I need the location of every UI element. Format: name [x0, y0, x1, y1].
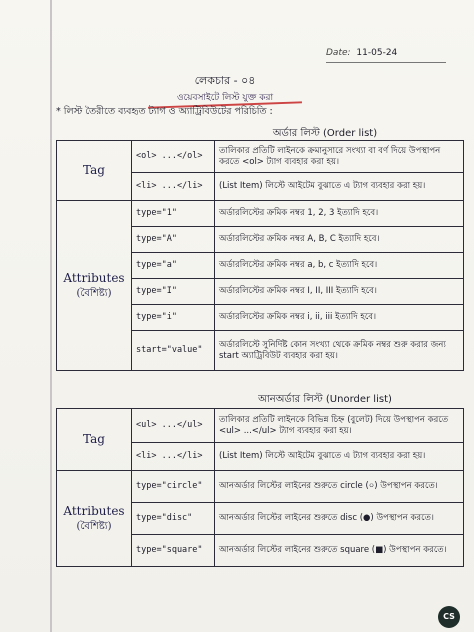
tag-description: তালিকার প্রতিটি লাইনকে ক্রমানুসারে সংখ্যা বা বর্ণ দিয়ে উপস্থাপন করতে <ol> ট্যাগ ব্যবহার করা হয়।	[215, 141, 464, 173]
unordered-list-table	[56, 408, 464, 567]
attributes-sublabel: (বৈশিষ্ট্য)	[76, 287, 112, 299]
tag-code: <ol> ...</ol>	[132, 141, 215, 173]
camscanner-badge: CS	[438, 606, 460, 628]
tag-code: <li> ...</li>	[132, 443, 215, 471]
ordered-list-title: অর্ডার লিস্ট (Order list)	[272, 128, 378, 139]
attribute-code: type="a"	[132, 253, 215, 279]
date-value: 11-05-24	[356, 48, 398, 58]
tag-description: তালিকার প্রতিটি লাইনকে বিভিন্ন চিহ্ন (বুলেট) দিয়ে উপস্থাপন করতে <ul> ...</ul> ট্যাগ ব্যবহার করা হয়।	[215, 409, 464, 443]
table-row	[57, 141, 464, 173]
attribute-code: type="A"	[132, 227, 215, 253]
attributes-label: Attributes	[63, 503, 125, 518]
tag-group-label: Tag	[57, 409, 132, 471]
attribute-code: type="circle"	[132, 471, 215, 503]
tag-description: (List Item) লিস্টে আইটেম বুঝাতে এ ট্যাগ ব্যবহার করা হয়।	[215, 173, 464, 201]
unordered-list-title: আনঅর্ডার লিস্ট (Unorder list)	[258, 394, 392, 405]
attribute-description: অর্ডারলিস্টের ক্রমিক নম্বর I, II, III ইত্যাদি হবে।	[215, 279, 464, 305]
intro-line: * লিস্ট তৈরীতে ব্যবহৃত ট্যাগ ও অ্যাট্রিবিউটের পরিচিতি :	[56, 106, 273, 117]
attribute-description: আনঅর্ডার লিস্টের লাইনের শুরুতে circle (০) উপস্থাপন করতে।	[215, 471, 464, 503]
attribute-code: type="i"	[132, 305, 215, 331]
attribute-code: type="1"	[132, 201, 215, 227]
attribute-description: অর্ডারলিস্টের ক্রমিক নম্বর i, ii, iii ইত্যাদি হবে।	[215, 305, 464, 331]
lecture-title: লেকচার - ০৪	[194, 74, 256, 87]
table-row	[57, 471, 464, 503]
attribute-code: type="I"	[132, 279, 215, 305]
attribute-code: type="disc"	[132, 503, 215, 535]
tag-code: <ul> ...</ul>	[132, 409, 215, 443]
table-row	[57, 201, 464, 227]
attributes-sublabel: (বৈশিষ্ট্য)	[76, 520, 112, 532]
date-label: Date:	[326, 48, 351, 58]
attribute-description: আনঅর্ডার লিস্টের লাইনের শুরুতে disc (●) উপস্থাপন করতে।	[215, 503, 464, 535]
table-row	[57, 409, 464, 443]
topic-heading: ওয়েবসাইটে লিস্ট যুক্ত করা	[176, 93, 274, 103]
tag-code: <li> ...</li>	[132, 173, 215, 201]
attributes-label: Attributes	[63, 270, 125, 285]
attributes-group-label	[57, 471, 132, 567]
attribute-description: অর্ডারলিস্টে সুনির্দিষ্ট কোন সংখ্যা থেকে ক্রমিক নম্বর শুরু করার জন্য start অ্যাট্রিবিউট ব্যবহার করা হয়।	[215, 331, 464, 371]
tag-group-label: Tag	[57, 141, 132, 201]
attribute-description: আনঅর্ডার লিস্টের লাইনের শুরুতে square (■) উপস্থাপন করতে।	[215, 535, 464, 567]
date-box	[326, 44, 446, 63]
attributes-group-label	[57, 201, 132, 371]
tag-description: (List Item) লিস্টে আইটেম বুঝাতে এ ট্যাগ ব্যবহার করা হয়।	[215, 443, 464, 471]
attribute-code: type="square"	[132, 535, 215, 567]
ordered-list-table	[56, 140, 464, 371]
attribute-description: অর্ডারলিস্টের ক্রমিক নম্বর a, b, c ইত্যাদি হবে।	[215, 253, 464, 279]
margin-line	[50, 0, 52, 632]
attribute-code: start="value"	[132, 331, 215, 371]
attribute-description: অর্ডারলিস্টের ক্রমিক নম্বর A, B, C ইত্যাদি হবে।	[215, 227, 464, 253]
attribute-description: অর্ডারলিস্টের ক্রমিক নম্বর 1, 2, 3 ইত্যাদি হবে।	[215, 201, 464, 227]
